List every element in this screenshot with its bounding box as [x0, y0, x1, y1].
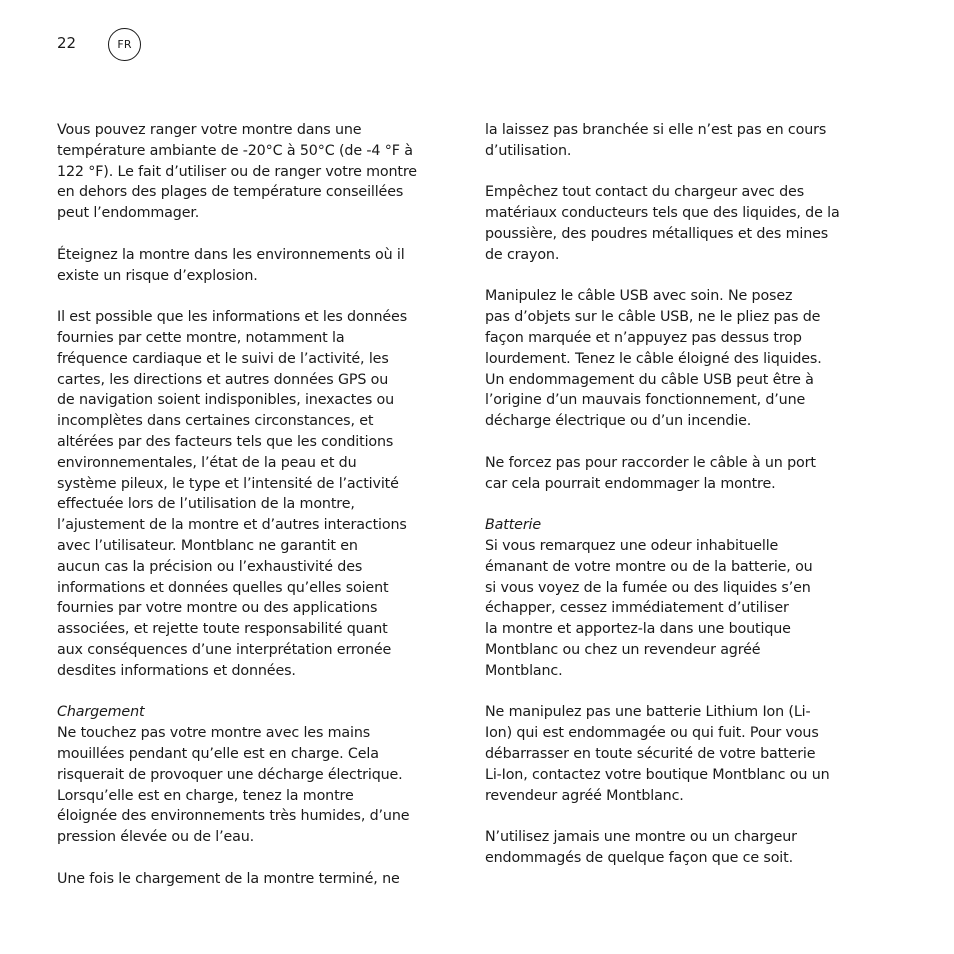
paragraph: [485, 182, 891, 265]
text-line: Un endommagement du câble USB peut être à: [485, 371, 814, 388]
text-line: risquerait de provoquer une décharge électrique.: [57, 766, 403, 783]
text-line: émanant de votre montre ou de la batterie, ou: [485, 558, 813, 575]
text-line: associées, et rejette toute responsabilité quant: [57, 621, 388, 638]
text-line: car cela pourrait endommager la montre.: [485, 475, 776, 492]
text-line: cartes, les directions et autres données GPS ou: [57, 371, 389, 388]
paragraph: [57, 307, 461, 681]
paragraph: [485, 453, 891, 495]
text-line: Lorsqu’elle est en charge, tenez la montre: [57, 787, 354, 804]
text-line: de crayon.: [485, 246, 560, 263]
text-line: desdites informations et données.: [57, 662, 296, 679]
paragraph: [485, 120, 891, 162]
text-line: avec l’utilisateur. Montblanc ne garantit en: [57, 537, 358, 554]
text-line: Montblanc ou chez un revendeur agréé: [485, 641, 761, 658]
text-line: N’utilisez jamais une montre ou un chargeur: [485, 829, 797, 846]
paragraph: [57, 702, 461, 848]
text-line: existe un risque d’explosion.: [57, 267, 258, 284]
paragraph: [57, 245, 461, 287]
text-line: température ambiante de -20°C à 50°C (de -4 °F à: [57, 142, 413, 159]
text-line: Il est possible que les informations et les données: [57, 309, 407, 326]
text-line: l’ajustement de la montre et d’autres interactions: [57, 517, 407, 534]
text-line: Ne manipulez pas une batterie Lithium Ion (Li-: [485, 704, 811, 721]
text-line: la montre et apportez-la dans une boutique: [485, 621, 791, 638]
text-line: Montblanc.: [485, 662, 563, 679]
page-number: 22: [57, 34, 77, 52]
paragraph: [57, 120, 461, 224]
text-line: système pileux, le type et l’intensité de l’activité: [57, 475, 399, 492]
text-line: aucun cas la précision ou l’exhaustivité des: [57, 558, 363, 575]
text-line: la laissez pas branchée si elle n’est pas en cours: [485, 122, 827, 138]
paragraph: [485, 702, 891, 806]
text-line: Ion) qui est endommagée ou qui fuit. Pour vous: [485, 725, 819, 742]
section-heading: Batterie: [485, 517, 542, 534]
text-line: matériaux conducteurs tels que des liquides, de la: [485, 205, 840, 222]
paragraph: [485, 286, 891, 432]
text-line: pas d’objets sur le câble USB, ne le pliez pas de: [485, 309, 821, 326]
text-line: Manipulez le câble USB avec soin. Ne posez: [485, 288, 793, 305]
text-line: l’origine d’un mauvais fonctionnement, d’une: [485, 392, 806, 409]
text-line: fournies par votre montre ou des applications: [57, 600, 378, 617]
text-line: endommagés de quelque façon que ce soit.: [485, 849, 793, 866]
right-text-column: [485, 120, 891, 889]
text-line: débarrasser en toute sécurité de votre batterie: [485, 745, 816, 762]
text-line: d’utilisation.: [485, 142, 572, 159]
text-line: échapper, cessez immédiatement d’utiliser: [485, 600, 789, 617]
text-line: en dehors des plages de température conseillées: [57, 184, 404, 201]
text-line: Ne forcez pas pour raccorder le câble à un port: [485, 454, 816, 471]
text-line: Empêchez tout contact du chargeur avec des: [485, 184, 804, 201]
text-line: Li-Ion, contactez votre boutique Montblanc ou un: [485, 766, 830, 783]
text-line: poussière, des poudres métalliques et des mines: [485, 225, 829, 242]
text-line: informations et données quelles qu’elles soient: [57, 579, 389, 596]
section-heading: Chargement: [57, 704, 145, 721]
text-line: éloignée des environnements très humides, d’une: [57, 808, 410, 825]
text-line: Éteignez la montre dans les environnements où il: [57, 246, 405, 263]
text-line: aux conséquences d’une interprétation erronée: [57, 641, 392, 658]
paragraph: [485, 515, 891, 681]
text-line: environnementales, l’état de la peau et du: [57, 454, 357, 471]
text-line: décharge électrique ou d’un incendie.: [485, 413, 752, 430]
text-line: 122 °F). Le fait d’utiliser ou de ranger votre montre: [57, 163, 417, 180]
text-line: fréquence cardiaque et le suivi de l’activité, les: [57, 350, 389, 367]
text-line: peut l’endommager.: [57, 205, 200, 222]
text-line: Si vous remarquez une odeur inhabituelle: [485, 537, 779, 554]
paragraph: [57, 869, 461, 890]
text-line: mouillées pendant qu’elle est en charge. Cela: [57, 745, 379, 762]
text-line: Une fois le chargement de la montre terminé, ne: [57, 870, 400, 887]
text-line: altérées par des facteurs tels que les conditions: [57, 433, 394, 450]
text-line: si vous voyez de la fumée ou des liquides s’en: [485, 579, 811, 596]
text-line: Ne touchez pas votre montre avec les mains: [57, 725, 371, 742]
text-line: revendeur agréé Montblanc.: [485, 787, 684, 804]
text-line: pression élevée ou de l’eau.: [57, 829, 255, 846]
text-line: de navigation soient indisponibles, inexactes ou: [57, 392, 395, 409]
text-line: Vous pouvez ranger votre montre dans une: [57, 122, 362, 138]
text-line: fournies par cette montre, notamment la: [57, 329, 345, 346]
text-line: façon marquée et n’appuyez pas dessus trop: [485, 329, 802, 346]
language-badge: FR: [108, 28, 141, 61]
paragraph: [485, 827, 891, 869]
text-line: incomplètes dans certaines circonstances, et: [57, 413, 374, 430]
text-line: effectuée lors de l’utilisation de la montre,: [57, 496, 355, 513]
text-line: lourdement. Tenez le câble éloigné des liquides.: [485, 350, 822, 367]
left-text-column: [57, 120, 461, 910]
